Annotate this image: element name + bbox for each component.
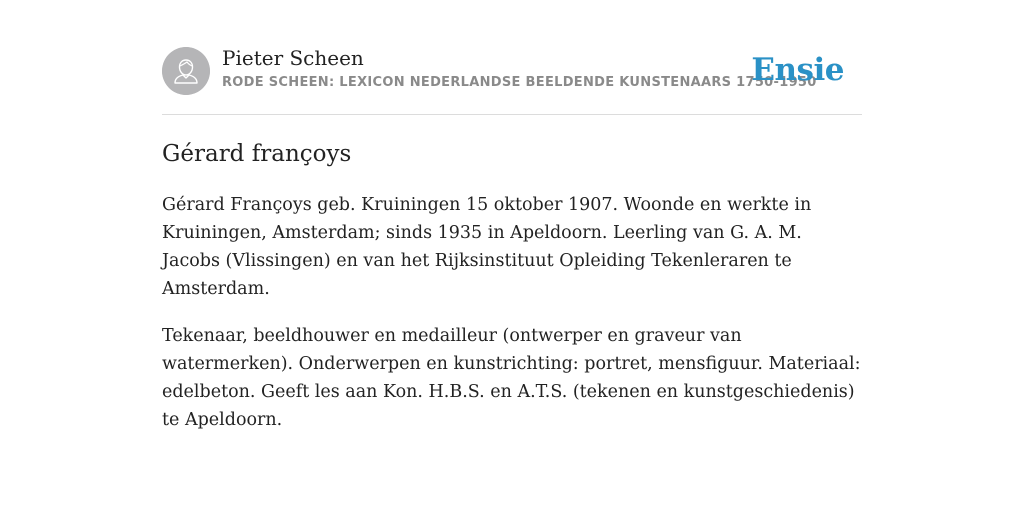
author-name[interactable]: Pieter Scheen	[222, 46, 364, 70]
author-avatar[interactable]	[162, 47, 210, 95]
article-header	[162, 44, 862, 115]
article-title: Gérard françoys	[162, 141, 352, 167]
source-title[interactable]: RODE SCHEEN: LEXICON NEDERLANDSE BEELDENDE KUNSTENAARS 1750-1950	[222, 75, 817, 90]
article-container	[162, 44, 862, 453]
article-paragraph: Tekenaar, beeldhouwer en medailleur (ontwerper en graveur van watermerken). Onderwerpen en kunstrichting: portret, mensfiguur. Materiaal: edelbeton. Geeft les aan Kon. H.B.S. en A.T.S. (tekenen en kunstgeschiedenis) te Apeldoorn.	[162, 326, 861, 430]
article-paragraph: Gérard Françoys geb. Kruiningen 15 oktober 1907. Woonde en werkte in Kruiningen, Amsterdam; sinds 1935 in Apeldoorn. Leerling van G. A. M. Jacobs (Vlissingen) en van het Rijksinstituut Opleiding Tekenleraren te Amsterdam.	[162, 195, 812, 299]
user-avatar-icon	[162, 47, 210, 95]
article-body	[162, 191, 862, 434]
ensie-logo[interactable]: Ensie	[751, 52, 844, 88]
